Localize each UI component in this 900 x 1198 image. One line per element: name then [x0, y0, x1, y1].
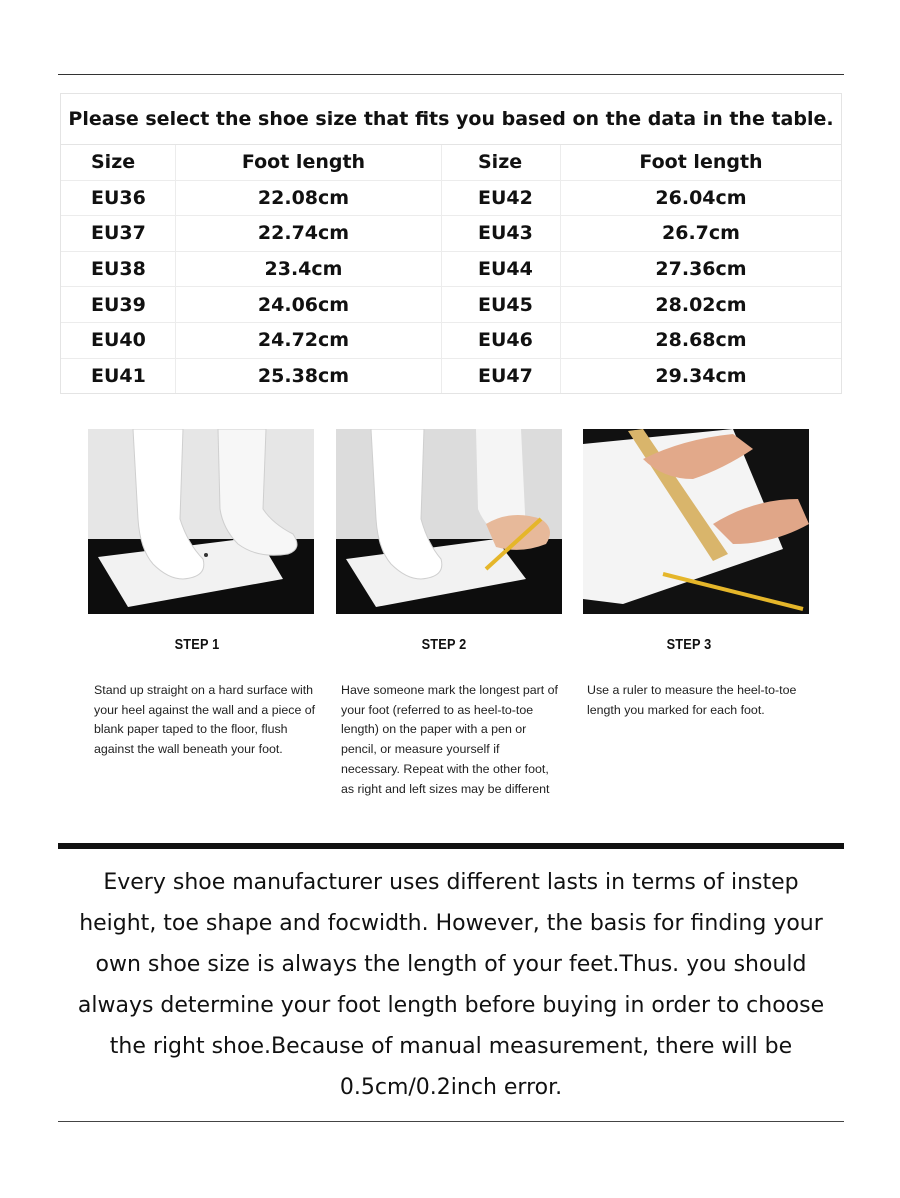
- length-cell: 28.02cm: [655, 293, 747, 316]
- bottom-divider: [58, 1121, 844, 1122]
- table-row: [61, 287, 841, 323]
- size-cell: EU36: [61, 181, 176, 216]
- step3-description: Use a ruler to measure the heel-to-toe length you marked for each foot.: [587, 683, 797, 717]
- size-cell: EU47: [442, 359, 561, 394]
- length-cell: 26.7cm: [662, 222, 740, 245]
- table-row: [61, 216, 841, 252]
- thick-divider: [58, 843, 844, 849]
- table-heading: Please select the shoe size that fits you based on the data in the table.: [61, 94, 841, 145]
- header-size: Size: [61, 145, 176, 180]
- step2-title: STEP 2: [421, 636, 467, 653]
- table-header-row: [61, 145, 841, 181]
- length-cell: 22.74cm: [176, 216, 442, 251]
- size-cell: EU45: [442, 287, 561, 322]
- size-cell: EU42: [442, 181, 561, 216]
- table-row: [61, 181, 841, 217]
- size-cell: EU40: [61, 323, 176, 358]
- length-cell: 26.04cm: [655, 186, 747, 209]
- step3-title: STEP 3: [666, 636, 712, 653]
- header-foot-length: Foot length: [639, 151, 763, 174]
- size-cell: EU44: [442, 252, 561, 287]
- size-cell: EU37: [61, 216, 176, 251]
- table-row: [61, 252, 841, 288]
- length-cell: 28.68cm: [655, 329, 747, 352]
- size-cell: EU38: [61, 252, 176, 287]
- top-divider: [58, 74, 844, 75]
- table-row: [61, 323, 841, 359]
- length-cell: 24.72cm: [176, 323, 442, 358]
- length-cell: 27.36cm: [655, 258, 747, 281]
- length-cell: 24.06cm: [176, 287, 442, 322]
- step2-description: Have someone mark the longest part of your foot (referred to as heel-to-toe length) on the paper with a pen or pencil, or measure yourself if necessary. Repeat with the other foot, as right and left sizes may be different: [341, 683, 558, 796]
- length-cell: 23.4cm: [176, 252, 442, 287]
- length-cell: 25.38cm: [176, 359, 442, 394]
- length-cell: 29.34cm: [655, 364, 747, 387]
- step1-title: STEP 1: [174, 636, 220, 653]
- header-size: Size: [442, 145, 561, 180]
- table-row: [61, 359, 841, 394]
- size-cell: EU43: [442, 216, 561, 251]
- size-cell: EU41: [61, 359, 176, 394]
- size-cell: EU46: [442, 323, 561, 358]
- step3-photo: [583, 429, 809, 614]
- size-chart-table: [60, 93, 842, 394]
- size-cell: EU39: [61, 287, 176, 322]
- step1-description: Stand up straight on a hard surface with your heel against the wall and a piece of blank paper taped to the floor, flush against the wall beneath your foot.: [94, 683, 316, 757]
- header-foot-length: Foot length: [176, 145, 442, 180]
- step1-photo: [88, 429, 314, 614]
- step2-photo: [336, 429, 562, 614]
- length-cell: 22.08cm: [176, 181, 442, 216]
- sizing-note: Every shoe manufacturer uses different lasts in terms of instep height, toe shape and focwidth. However, the basis for finding your own shoe size is always the length of your feet.Thus. you should always determine your foot length before buying in order to choose the right shoe.Because of manual measurement, there will be 0.5cm/0.2inch error.: [77, 870, 825, 1100]
